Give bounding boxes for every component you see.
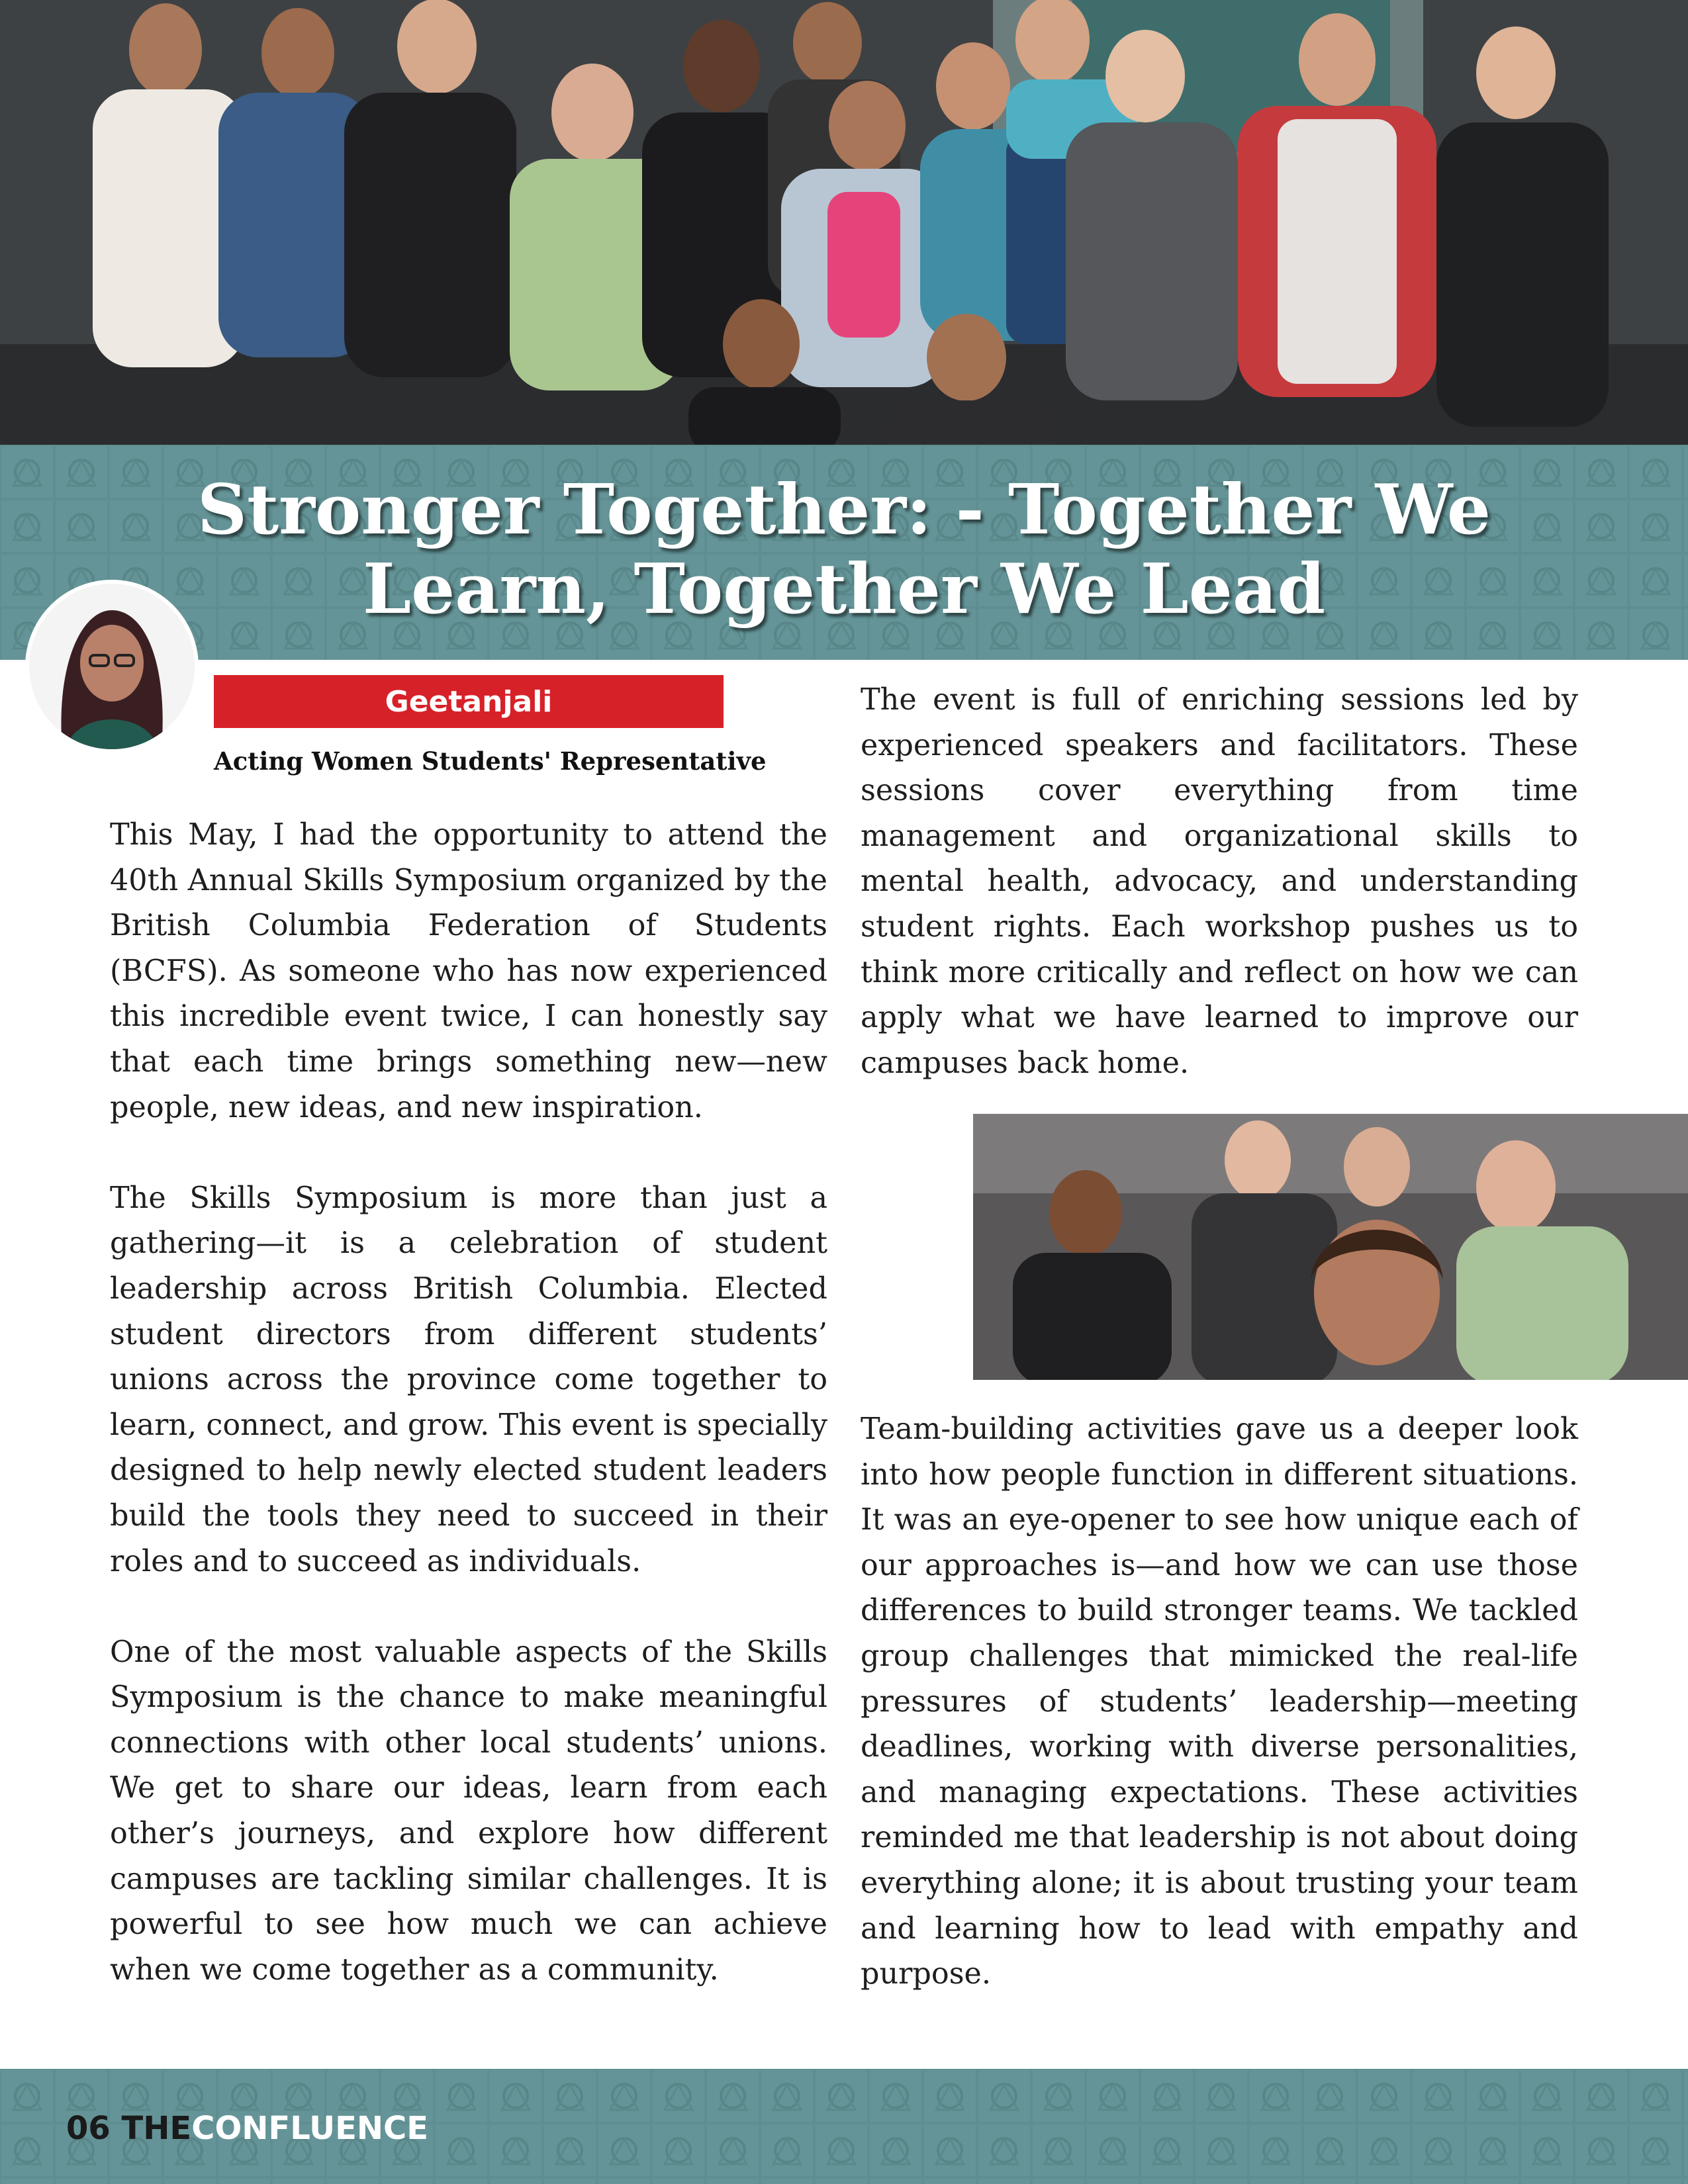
author-name-bar [214, 675, 724, 728]
paragraph-4: The event is full of enriching sessions led by experienced speakers and facilitators. These sessions cover everything from time management and organizational skills to mental health, advocacy, and understanding student rights. Each workshop pushes us to think more critically and reflect on how we can apply what we have learned to improve our campuses back home. [861, 683, 1578, 1080]
paragraph-1: This May, I had the opportunity to attend the 40th Annual Skills Symposium organized by the British Columbia Federation of Students (BCFS). As someone who has now experienced this incredible event twice, I can honestly say that each time brings something new—new people, new ideas, and new inspiration. [110, 818, 827, 1124]
group-photo [0, 0, 1688, 445]
right-column-top [861, 678, 1578, 1086]
brand-the: THE [121, 2110, 192, 2147]
left-column [110, 813, 827, 1993]
title-line-2: Learn, Together We Lead [362, 548, 1326, 629]
paragraph-3: One of the most valuable aspects of the Skills Symposium is the chance to make meaningful connections with other local students’ unions. We get to share our ideas, learn from each other’s journeys, and explore how different campuses are tackling similar challenges. It is powerful to see how much we can achieve when we come together as a community. [110, 1635, 827, 1987]
title-banner [0, 445, 1688, 660]
article-title [172, 470, 1516, 629]
author-role: Acting Women Students' Representative [214, 747, 767, 776]
brand-name: CONFLUENCE [191, 2110, 429, 2147]
paragraph-2: The Skills Symposium is more than just a gathering—it is a celebration of student leadership across British Columbia. Elected student directors from different students’ unions across the province come together to learn, connect, and grow. This event is specially designed to help newly elected student leaders build the tools they need to succeed in their roles and to succeed as individuals. [110, 1181, 827, 1578]
paragraph-5: Team-building activities gave us a deeper look into how people function in different situations. It was an eye-opener to see how unique each of our approaches is—and how we can use those differences to build stronger teams. We tackled group challenges that mimicked the real-life pressures of students’ leadership—meeting deadlines, working with diverse personalities, and managing expectations. These activities reminded me that leadership is not about doing everything alone; it is about trusting your team and learning how to lead with empathy and purpose. [861, 1412, 1578, 1991]
selfie-photo [973, 1114, 1688, 1380]
page-number: 06 [66, 2110, 111, 2147]
title-line-1: Stronger Together: - Together We [197, 469, 1491, 550]
footer-label [66, 2110, 428, 2147]
author-name: Geetanjali [385, 684, 553, 719]
author-avatar [29, 584, 195, 749]
right-column-bottom [861, 1407, 1578, 1997]
